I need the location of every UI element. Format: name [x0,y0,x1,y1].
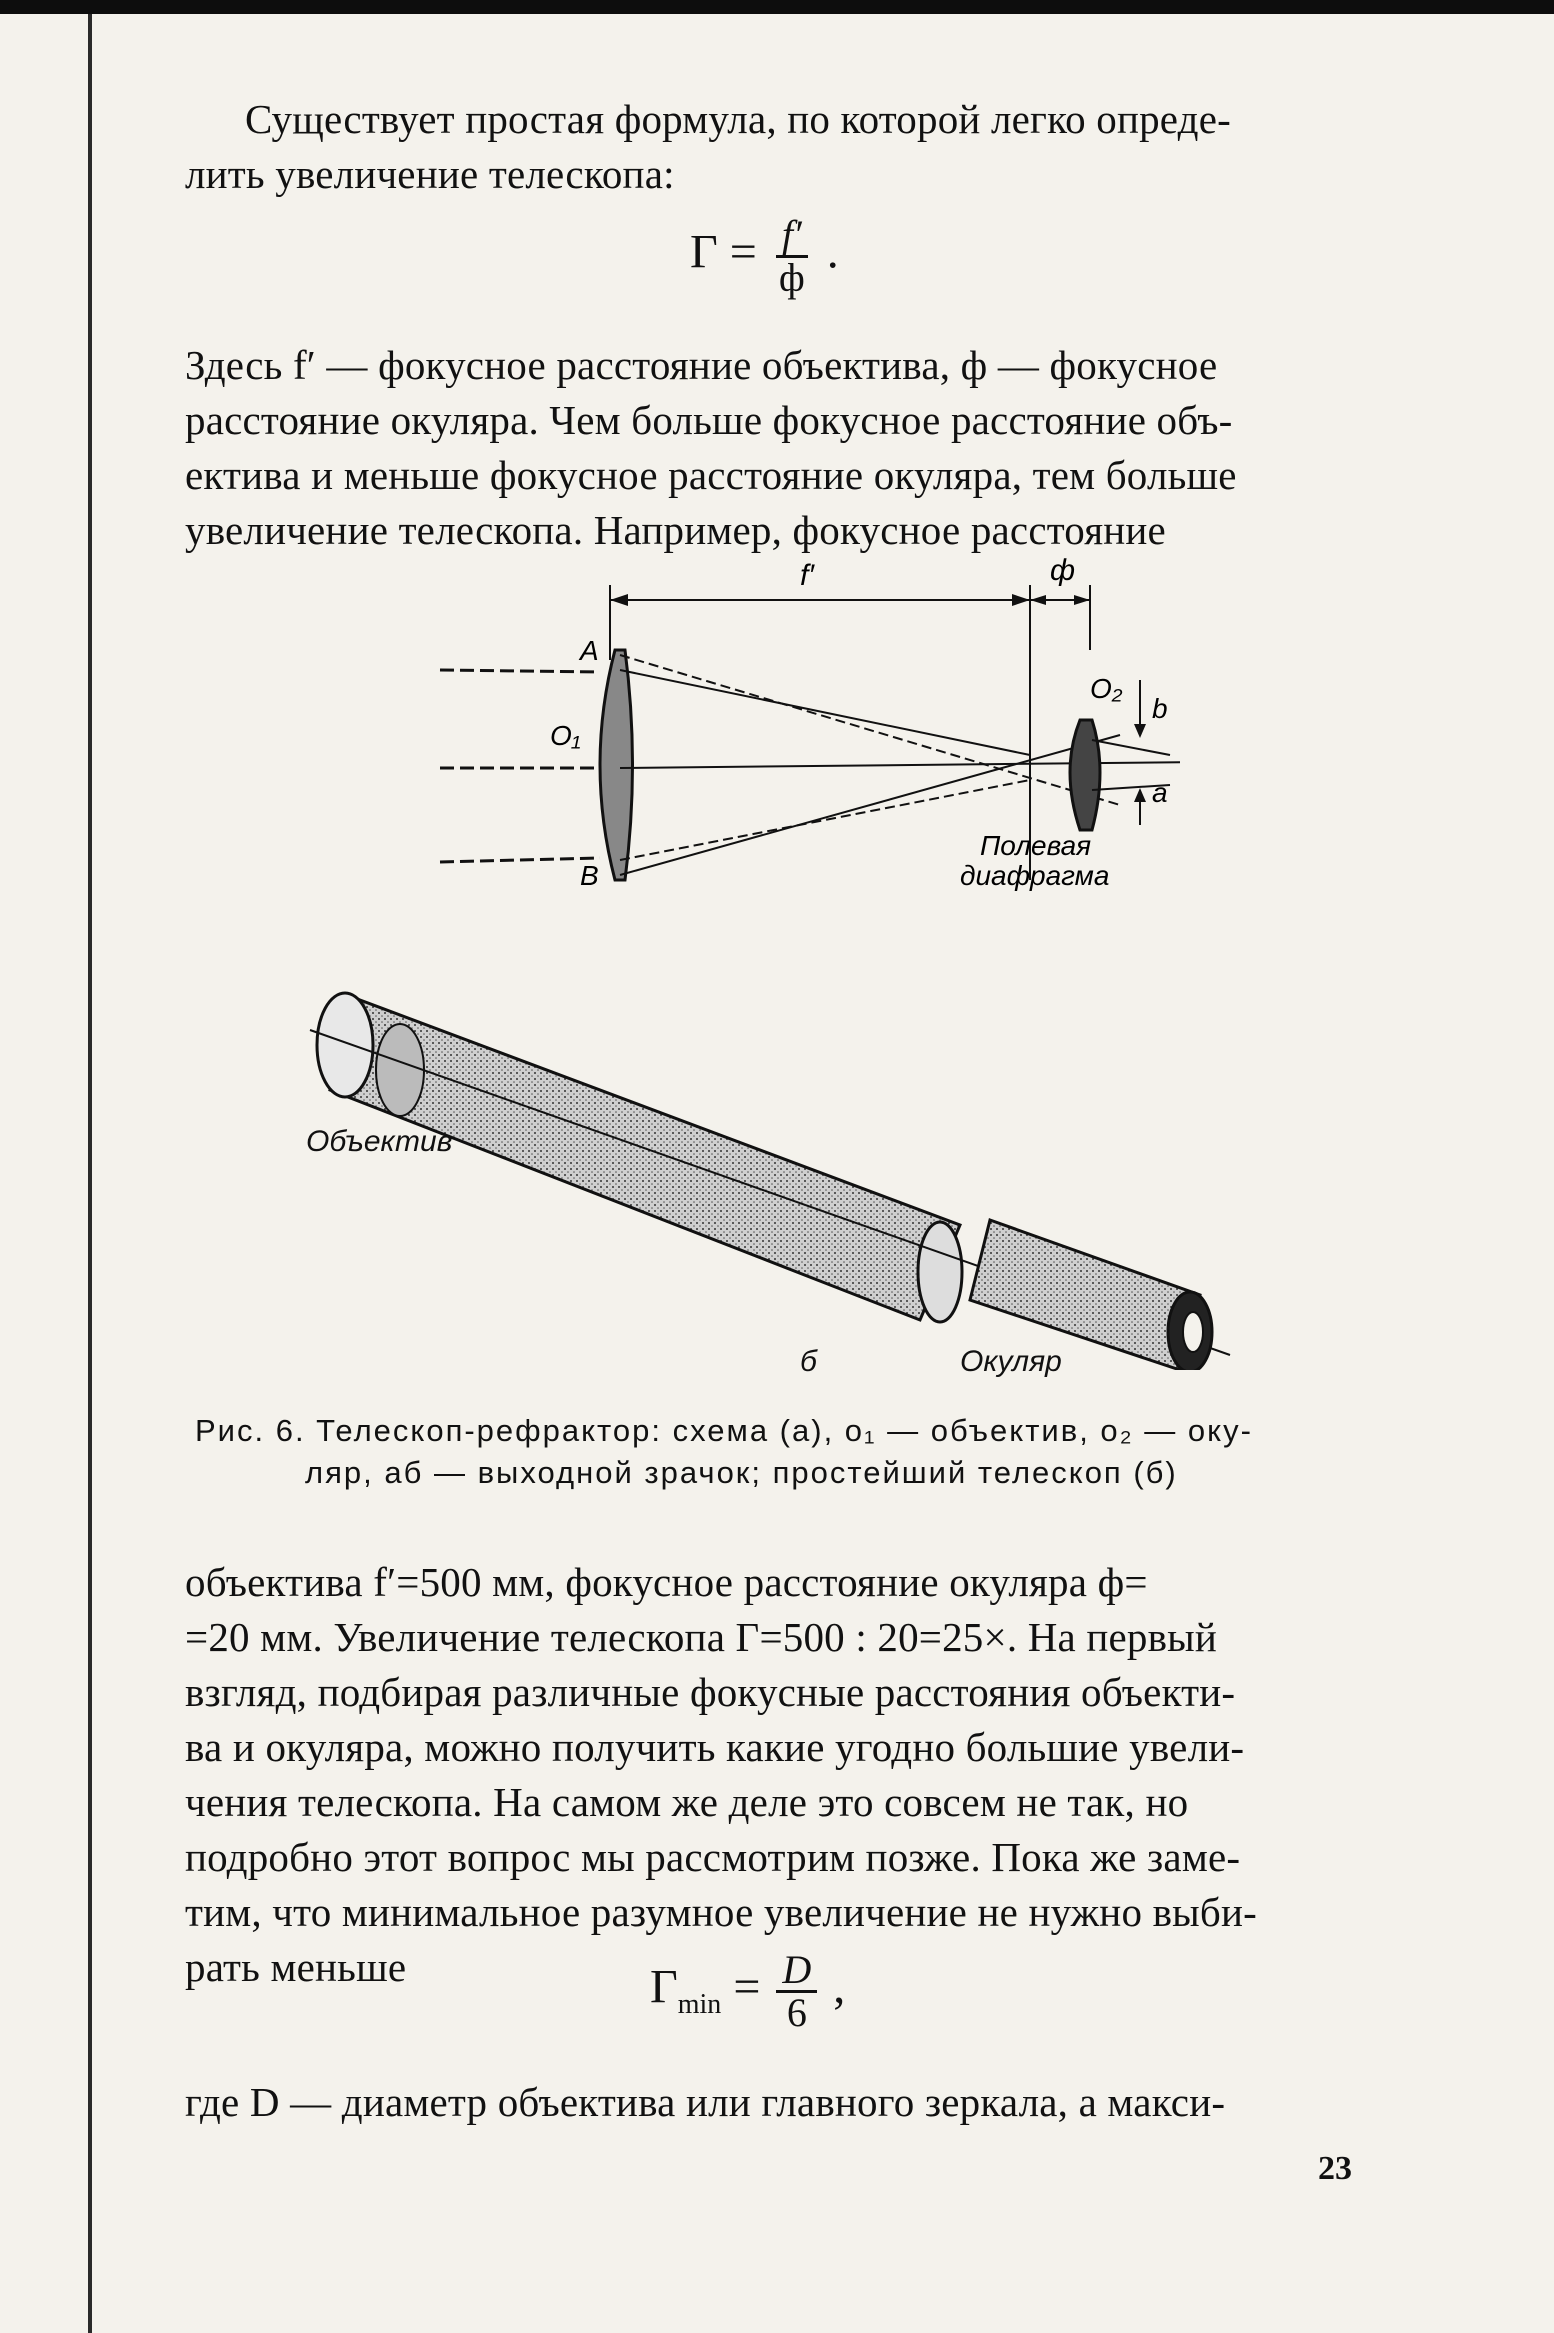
formula-magnification [690,212,839,300]
objective-element [376,1024,424,1116]
text-line: расстояние окуляра. Чем больше фокусное расстояние объ- [185,397,1233,443]
tube-opening [317,993,373,1097]
formula-symbol: = [733,1960,761,2014]
formula-symbol: Г [650,1960,678,2014]
text-line: ектива и меньше фокусное расстояние окуляра, тем больше [185,452,1237,498]
margin-artifacts [0,120,24,620]
paragraph-example [185,1555,1345,1995]
text-line: увеличение телескопа. Например, фокусное расстояние [185,507,1166,553]
arrow-head [1134,788,1146,802]
text-line: тим, что минимальное разумное увеличение не нужно выби- [185,1889,1257,1935]
text-line: взгляд, подбирая различные фокусные расстояния объекти- [185,1669,1236,1715]
formula-symbol: . [826,225,839,279]
label-phi: ф [1050,554,1076,587]
text-line: Здесь f′ — фокусное расстояние объектива, ф — фокусное [185,342,1218,388]
text-line: Существует простая формула, по которой легко опреде- [245,96,1231,142]
label-O1: O₁ [550,720,581,751]
fraction-numerator: D [776,1950,817,1993]
label-a: a [1152,777,1168,808]
incoming-ray-bottom [440,858,600,862]
ray [620,655,1120,805]
label-objective: Объектив [306,1125,453,1158]
figure-caption [195,1410,1253,1494]
label-O2: O₂ [1090,673,1123,704]
ray [620,780,1030,860]
text-line: чения телескопа. На самом же деле это совсем не так, но [185,1779,1189,1825]
eyepiece-lens [1070,720,1100,830]
main-tube [330,1000,960,1320]
text-line: ва и окуляра, можно получить какие угодно большие увели- [185,1724,1245,1770]
objective-lens [600,650,633,880]
text-line: =20 мм. Увеличение телескопа Г=500 : 20=25×. На первый [185,1614,1218,1660]
fraction-numerator: f′ [776,215,808,258]
text-line: объектива f′=500 мм, фокусное расстояние окуляра ф= [185,1559,1148,1605]
caption-line: ляр, аб — выходной зрачок; простейший телескоп (б) [305,1455,1178,1490]
formula-subscript: min [677,1989,722,2021]
incoming-ray-top [440,670,600,672]
label-A: A [580,635,599,666]
formula-fraction [773,212,811,300]
tube-end [918,1222,962,1322]
scan-edge [0,0,1554,14]
formula-symbol: = [729,225,757,279]
caption-line: Рис. 6. Телескоп-рефрактор: схема (а), о₁ — объектив, о₂ — оку- [195,1413,1253,1448]
eyepiece-lens [1183,1312,1203,1352]
label-eyepiece: Окуляр [960,1345,1062,1378]
label-field-stop-1: Полевая [980,830,1092,861]
text-line: подробно этот вопрос мы рассмотрим позже. Пока же заме- [185,1834,1241,1880]
label-field-stop-2: диафрагма [960,860,1110,891]
label-panel-b: б [800,1345,817,1378]
text-line: где D — диаметр объектива или главного зеркала, а макси- [185,2079,1226,2125]
formula-symbol: , [833,1960,846,2014]
text-line: рать меньше [185,1944,407,1990]
label-B: B [580,860,599,891]
fraction-denominator: 6 [786,1990,807,2035]
formula-fraction [776,1947,817,2035]
page-number: 23 [1318,2150,1352,2187]
figure-b-telescope [300,970,1260,1370]
label-b: b [1152,693,1168,724]
paragraph-intro [185,92,1345,202]
page-binding-line [88,14,92,2333]
formula-min-magnification [650,1947,846,2035]
label-f: f′ [800,559,814,592]
formula-symbol: Г [690,225,718,279]
fraction-denominator: ф [778,255,805,300]
arrow-head [1030,595,1046,605]
arrow-head [1074,595,1090,605]
arrow-head [1012,594,1030,606]
arrow-head [610,594,628,606]
figure-a-scheme [420,540,1180,920]
paragraph-closing [185,2075,1345,2130]
ray [620,670,1030,755]
text-line: лить увеличение телескопа: [185,151,675,197]
arrow-head [1134,724,1146,738]
paragraph-definition [185,338,1345,558]
exit-ray [1092,740,1170,755]
